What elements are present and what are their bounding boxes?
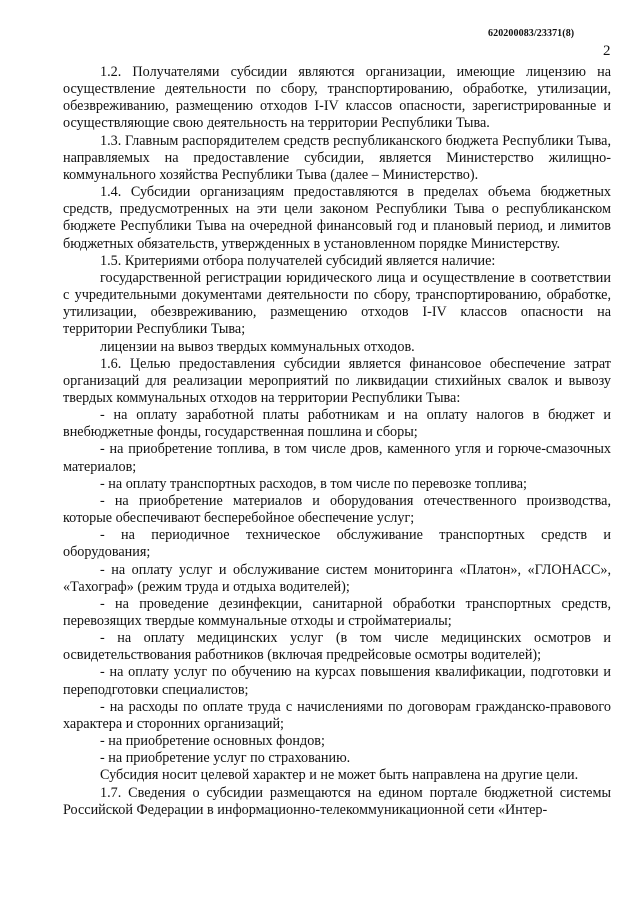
list-item: - на приобретение топлива, в том числе дров, каменного угля и горюче-смазочных материалов; xyxy=(63,441,611,475)
document-body xyxy=(63,64,611,819)
subsidy-purpose-note: Субсидия носит целевой характер и не может быть направлена на другие цели. xyxy=(100,767,579,784)
paragraph-1-3: 1.3. Главным распорядителем средств республиканского бюджета Республики Тыва, направляемых на предоставление субсидии, является Министерство жилищно-коммунального хозяйства Республики Тыва (далее – Министерство). xyxy=(63,132,611,183)
document-number: 620200083/23371(8) xyxy=(488,28,575,39)
list-item: - на приобретение услуг по страхованию. xyxy=(100,750,351,767)
paragraph-1-5: 1.5. Критериями отбора получателей субсидий является наличие: xyxy=(100,252,496,269)
list-item: - на оплату заработной платы работникам и на оплату налогов в бюджет и внебюджетные фонды, государственная пошлина и сборы; xyxy=(63,407,611,441)
list-item: - на расходы по оплате труда с начислениями по договорам гражданско-правового характера и сторонних организаций; xyxy=(63,698,611,732)
criteria-license: лицензии на вывоз твердых коммунальных отходов. xyxy=(100,338,415,355)
paragraph-1-2: 1.2. Получателями субсидии являются организации, имеющие лицензию на осуществление деятельности по сбору, транспортированию, обработке, утилизации, обезвреживанию, размещению отходов I-IV классов опасности, зарегистрированные и осуществляющие свою деятельность на территории Республики Тыва. xyxy=(63,64,611,132)
list-item: - на периодичное техническое обслуживание транспортных средств и оборудования; xyxy=(63,527,611,561)
list-item: - на оплату медицинских услуг (в том числе медицинских осмотров и освидетельствования работников (включая предрейсовые осмотры водителей); xyxy=(63,630,611,664)
list-item: - на оплату услуг по обучению на курсах повышения квалификации, подготовки и переподготовки специалистов; xyxy=(63,664,611,698)
list-item: - на приобретение основных фондов; xyxy=(100,733,325,750)
list-item: - на оплату услуг и обслуживание систем мониторинга «Платон», «ГЛОНАСС», «Тахограф» (режим труда и отдыха водителей); xyxy=(63,561,611,595)
page-number: 2 xyxy=(603,43,611,59)
list-item: - на оплату транспортных расходов, в том числе по перевозке топлива; xyxy=(100,475,527,492)
criteria-registration: государственной регистрации юридического лица и осуществление в соответствии с учредительными документами деятельности по сбору, транспортированию, обработке, утилизации, обезвреживанию, размещению отходов I-IV классов опасности на территории Республики Тыва; xyxy=(63,269,611,338)
list-item: - на приобретение материалов и оборудования отечественного производства, которые обеспечивают бесперебойное обеспечение услуг; xyxy=(63,492,611,527)
paragraph-1-4: 1.4. Субсидии организациям предоставляются в пределах объема бюджетных средств, предусмотренных на эти цели законом Республики Тыва о республиканском бюджете Республики Тыва на очередной финансовый год и плановый период, и лимитов бюджетных обязательств, утвержденных в установленном порядке Министерству. xyxy=(63,184,611,252)
paragraph-1-6: 1.6. Целью предоставления субсидии является финансовое обеспечение затрат организаций для реализации мероприятий по ликвидации стихийных свалок и вывозу твердых коммунальных отходов на территории Республики Тыва: xyxy=(63,355,611,406)
paragraph-1-7: 1.7. Сведения о субсидии размещаются на едином портале бюджетной системы Российской Федерации в информационно-телекоммуникационной сети «Интер- xyxy=(63,784,611,818)
list-item: - на проведение дезинфекции, санитарной обработки транспортных средств, перевозящих твердые коммунальные отходы и стройматериалы; xyxy=(63,595,611,629)
